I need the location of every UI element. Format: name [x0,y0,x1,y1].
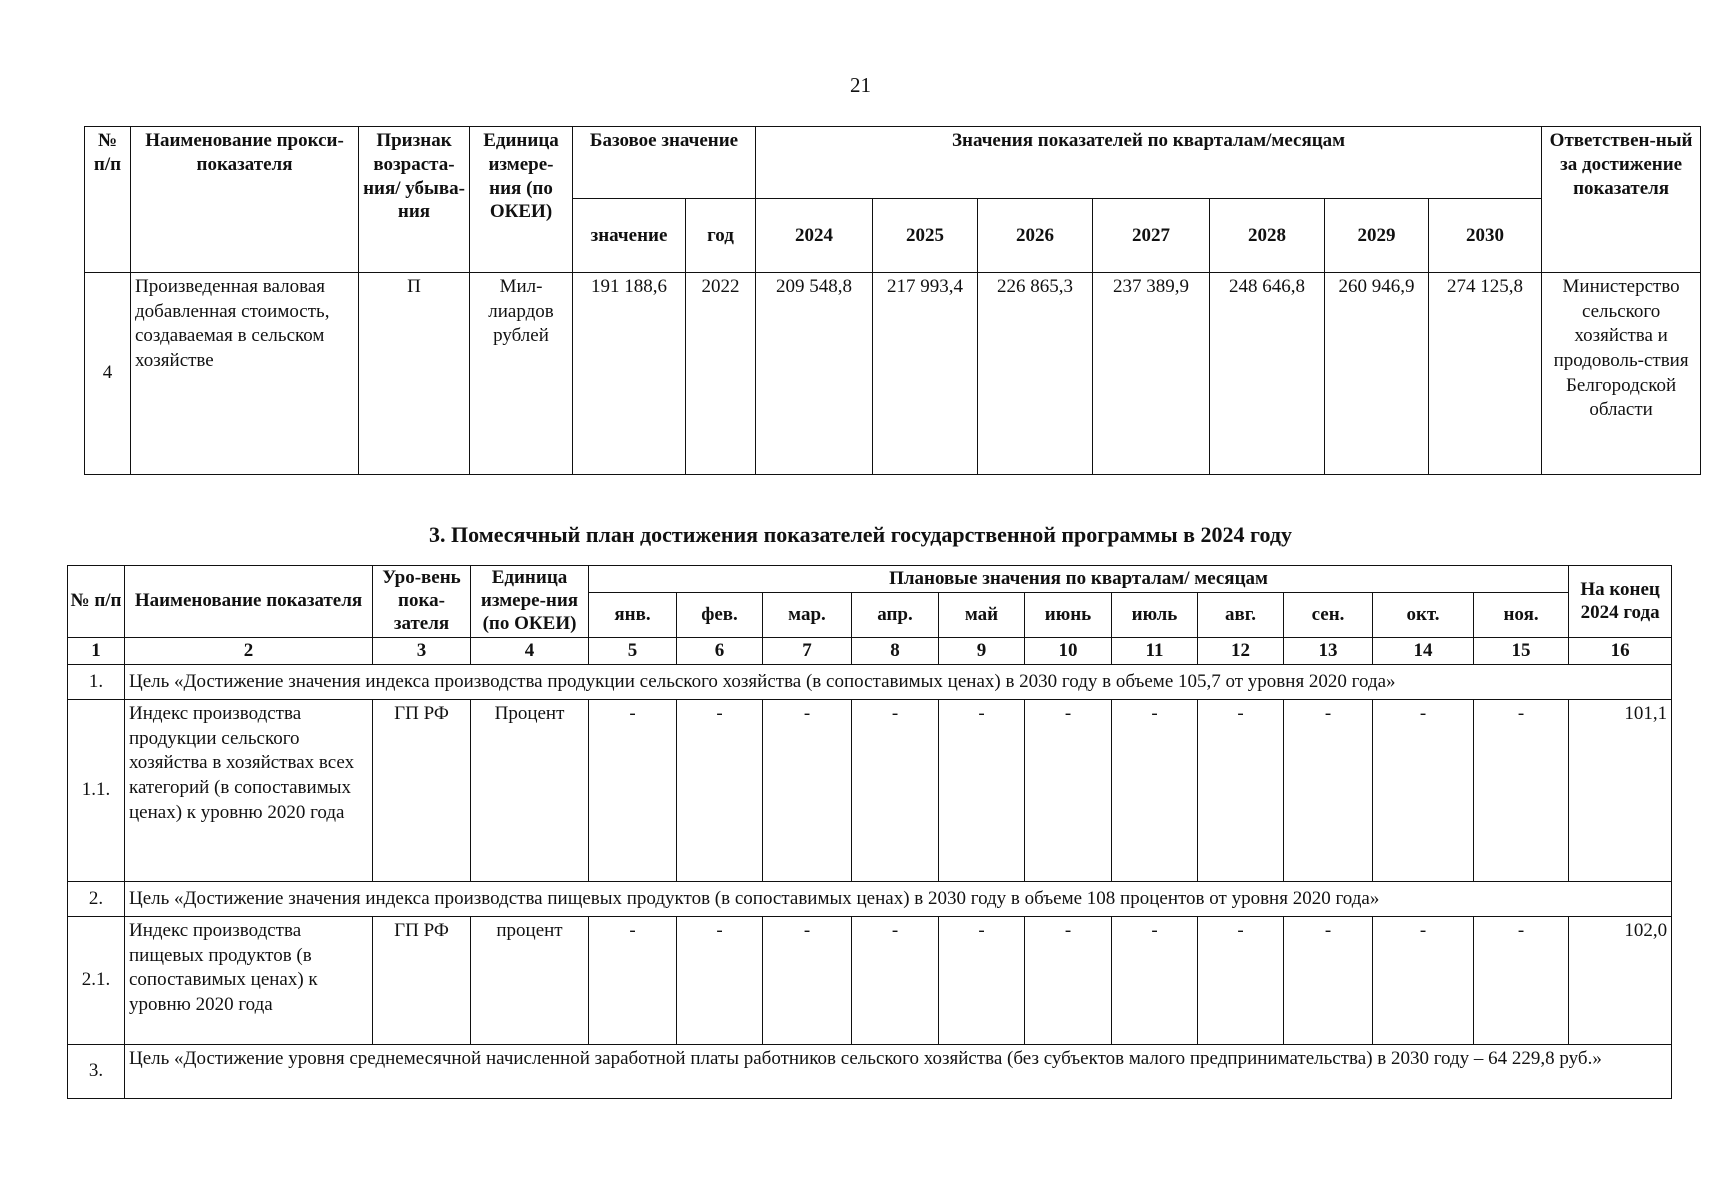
header-base: Базовое значение [573,127,756,199]
header-month: ноя. [1474,593,1569,638]
month-value: - [1112,700,1198,882]
column-number: 6 [677,638,763,665]
header-month: апр. [852,593,939,638]
header-year: 2026 [978,199,1093,273]
row-num: 4 [85,273,131,475]
month-value: - [677,917,763,1045]
month-value: - [677,700,763,882]
header-year: 2025 [873,199,978,273]
row-value: 217 993,4 [873,273,978,475]
indicator-num: 1.1. [68,700,125,882]
month-value: - [763,917,852,1045]
row-value: 226 865,3 [978,273,1093,475]
column-number: 14 [1373,638,1474,665]
column-number: 2 [125,638,373,665]
end-value: 101,1 [1569,700,1672,882]
month-value: - [1373,917,1474,1045]
month-value: - [1474,917,1569,1045]
monthly-plan-table [67,565,1672,1099]
header-month: авг. [1198,593,1284,638]
column-number: 4 [471,638,589,665]
goal-row [68,882,1672,917]
header-plan: Плановые значения по кварталам/ месяцам [589,566,1569,593]
month-value: - [1284,917,1373,1045]
header-end: На конец 2024 года [1569,566,1672,638]
header-month: мар. [763,593,852,638]
column-number: 15 [1474,638,1569,665]
table-row [85,273,1701,475]
month-value: - [763,700,852,882]
row-responsible: Министерство сельского хозяйства и продоволь-ствия Белгородской области [1542,273,1701,475]
goal-text: Цель «Достижение значения индекса производства продукции сельского хозяйства (в сопоставимых ценах) в 2030 году в объеме 105,7 от уровня 2020 года» [125,665,1672,700]
header-month: июнь [1025,593,1112,638]
row-unit: Мил-лиардов рублей [470,273,573,475]
header-month: фев. [677,593,763,638]
row-value: 237 389,9 [1093,273,1210,475]
month-value: - [852,917,939,1045]
indicator-unit: процент [471,917,589,1045]
column-number: 12 [1198,638,1284,665]
row-base-value: 191 188,6 [573,273,686,475]
header-year: 2029 [1325,199,1429,273]
indicator-level: ГП РФ [373,917,471,1045]
row-base-year: 2022 [686,273,756,475]
row-value: 260 946,9 [1325,273,1429,475]
end-value: 102,0 [1569,917,1672,1045]
column-number: 8 [852,638,939,665]
column-number: 7 [763,638,852,665]
header-month: сен. [1284,593,1373,638]
column-number: 11 [1112,638,1198,665]
month-value: - [589,700,677,882]
header-month: окт. [1373,593,1474,638]
month-value: - [1025,700,1112,882]
row-sign: П [359,273,470,475]
proxy-indicators-table [84,126,1701,475]
month-value: - [1025,917,1112,1045]
header-month: июль [1112,593,1198,638]
month-value: - [1198,700,1284,882]
month-value: - [589,917,677,1045]
header-base-year: год [686,199,756,273]
header-responsible: Ответствен-ный за достижение показателя [1542,127,1701,273]
header-month: май [939,593,1025,638]
month-value: - [1474,700,1569,882]
month-value: - [939,700,1025,882]
month-value: - [1284,700,1373,882]
column-number: 13 [1284,638,1373,665]
row-value: 248 646,8 [1210,273,1325,475]
page-number: 21 [850,73,871,97]
goal-num: 3. [68,1045,125,1099]
goal-num: 1. [68,665,125,700]
indicator-num: 2.1. [68,917,125,1045]
column-number: 5 [589,638,677,665]
indicator-level: ГП РФ [373,700,471,882]
row-value: 209 548,8 [756,273,873,475]
indicator-unit: Процент [471,700,589,882]
table-row [68,917,1672,1045]
indicator-name: Индекс производства пищевых продуктов (в сопоставимых ценах) к уровню 2020 года [125,917,373,1045]
column-number: 10 [1025,638,1112,665]
goal-row [68,1045,1672,1099]
header-year: 2028 [1210,199,1325,273]
month-value: - [1373,700,1474,882]
header-base-value: значение [573,199,686,273]
table-row [68,700,1672,882]
header-values: Значения показателей по кварталам/месяцам [756,127,1542,199]
month-value: - [1112,917,1198,1045]
row-value: 274 125,8 [1429,273,1542,475]
goal-row [68,665,1672,700]
header-num: № п/п [85,127,131,273]
header-name: Наименование показателя [125,566,373,638]
column-number: 3 [373,638,471,665]
header-num: № п/п [68,566,125,638]
indicator-name: Индекс производства продукции сельского хозяйства в хозяйствах всех категорий (в сопоставимых ценах) к уровню 2020 года [125,700,373,882]
header-year: 2030 [1429,199,1542,273]
header-month: янв. [589,593,677,638]
header-year: 2027 [1093,199,1210,273]
header-sign: Признак возраста-ния/ убыва-ния [359,127,470,273]
goal-num: 2. [68,882,125,917]
header-name: Наименование прокси-показателя [131,127,359,273]
column-number: 16 [1569,638,1672,665]
month-value: - [1198,917,1284,1045]
header-year: 2024 [756,199,873,273]
column-number: 1 [68,638,125,665]
goal-text: Цель «Достижение уровня среднемесячной начисленной заработной платы работников сельского хозяйства (без субъектов малого предпринимательства) в 2030 году – 64 229,8 руб.» [125,1045,1672,1099]
header-level: Уро-вень пока-зателя [373,566,471,638]
header-unit: Единица измере-ния (по ОКЕИ) [471,566,589,638]
header-unit: Единица измере-ния (по ОКЕИ) [470,127,573,273]
section-title: 3. Помесячный план достижения показателей государственной программы в 2024 году [429,522,1292,547]
column-number: 9 [939,638,1025,665]
goal-text: Цель «Достижение значения индекса производства пищевых продуктов (в сопоставимых ценах) в 2030 году в объеме 108 процентов от уровня 2020 года» [125,882,1672,917]
month-value: - [939,917,1025,1045]
month-value: - [852,700,939,882]
column-numbers-row [68,638,1672,665]
row-name: Произведенная валовая добавленная стоимость, создаваемая в сельском хозяйстве [131,273,359,475]
